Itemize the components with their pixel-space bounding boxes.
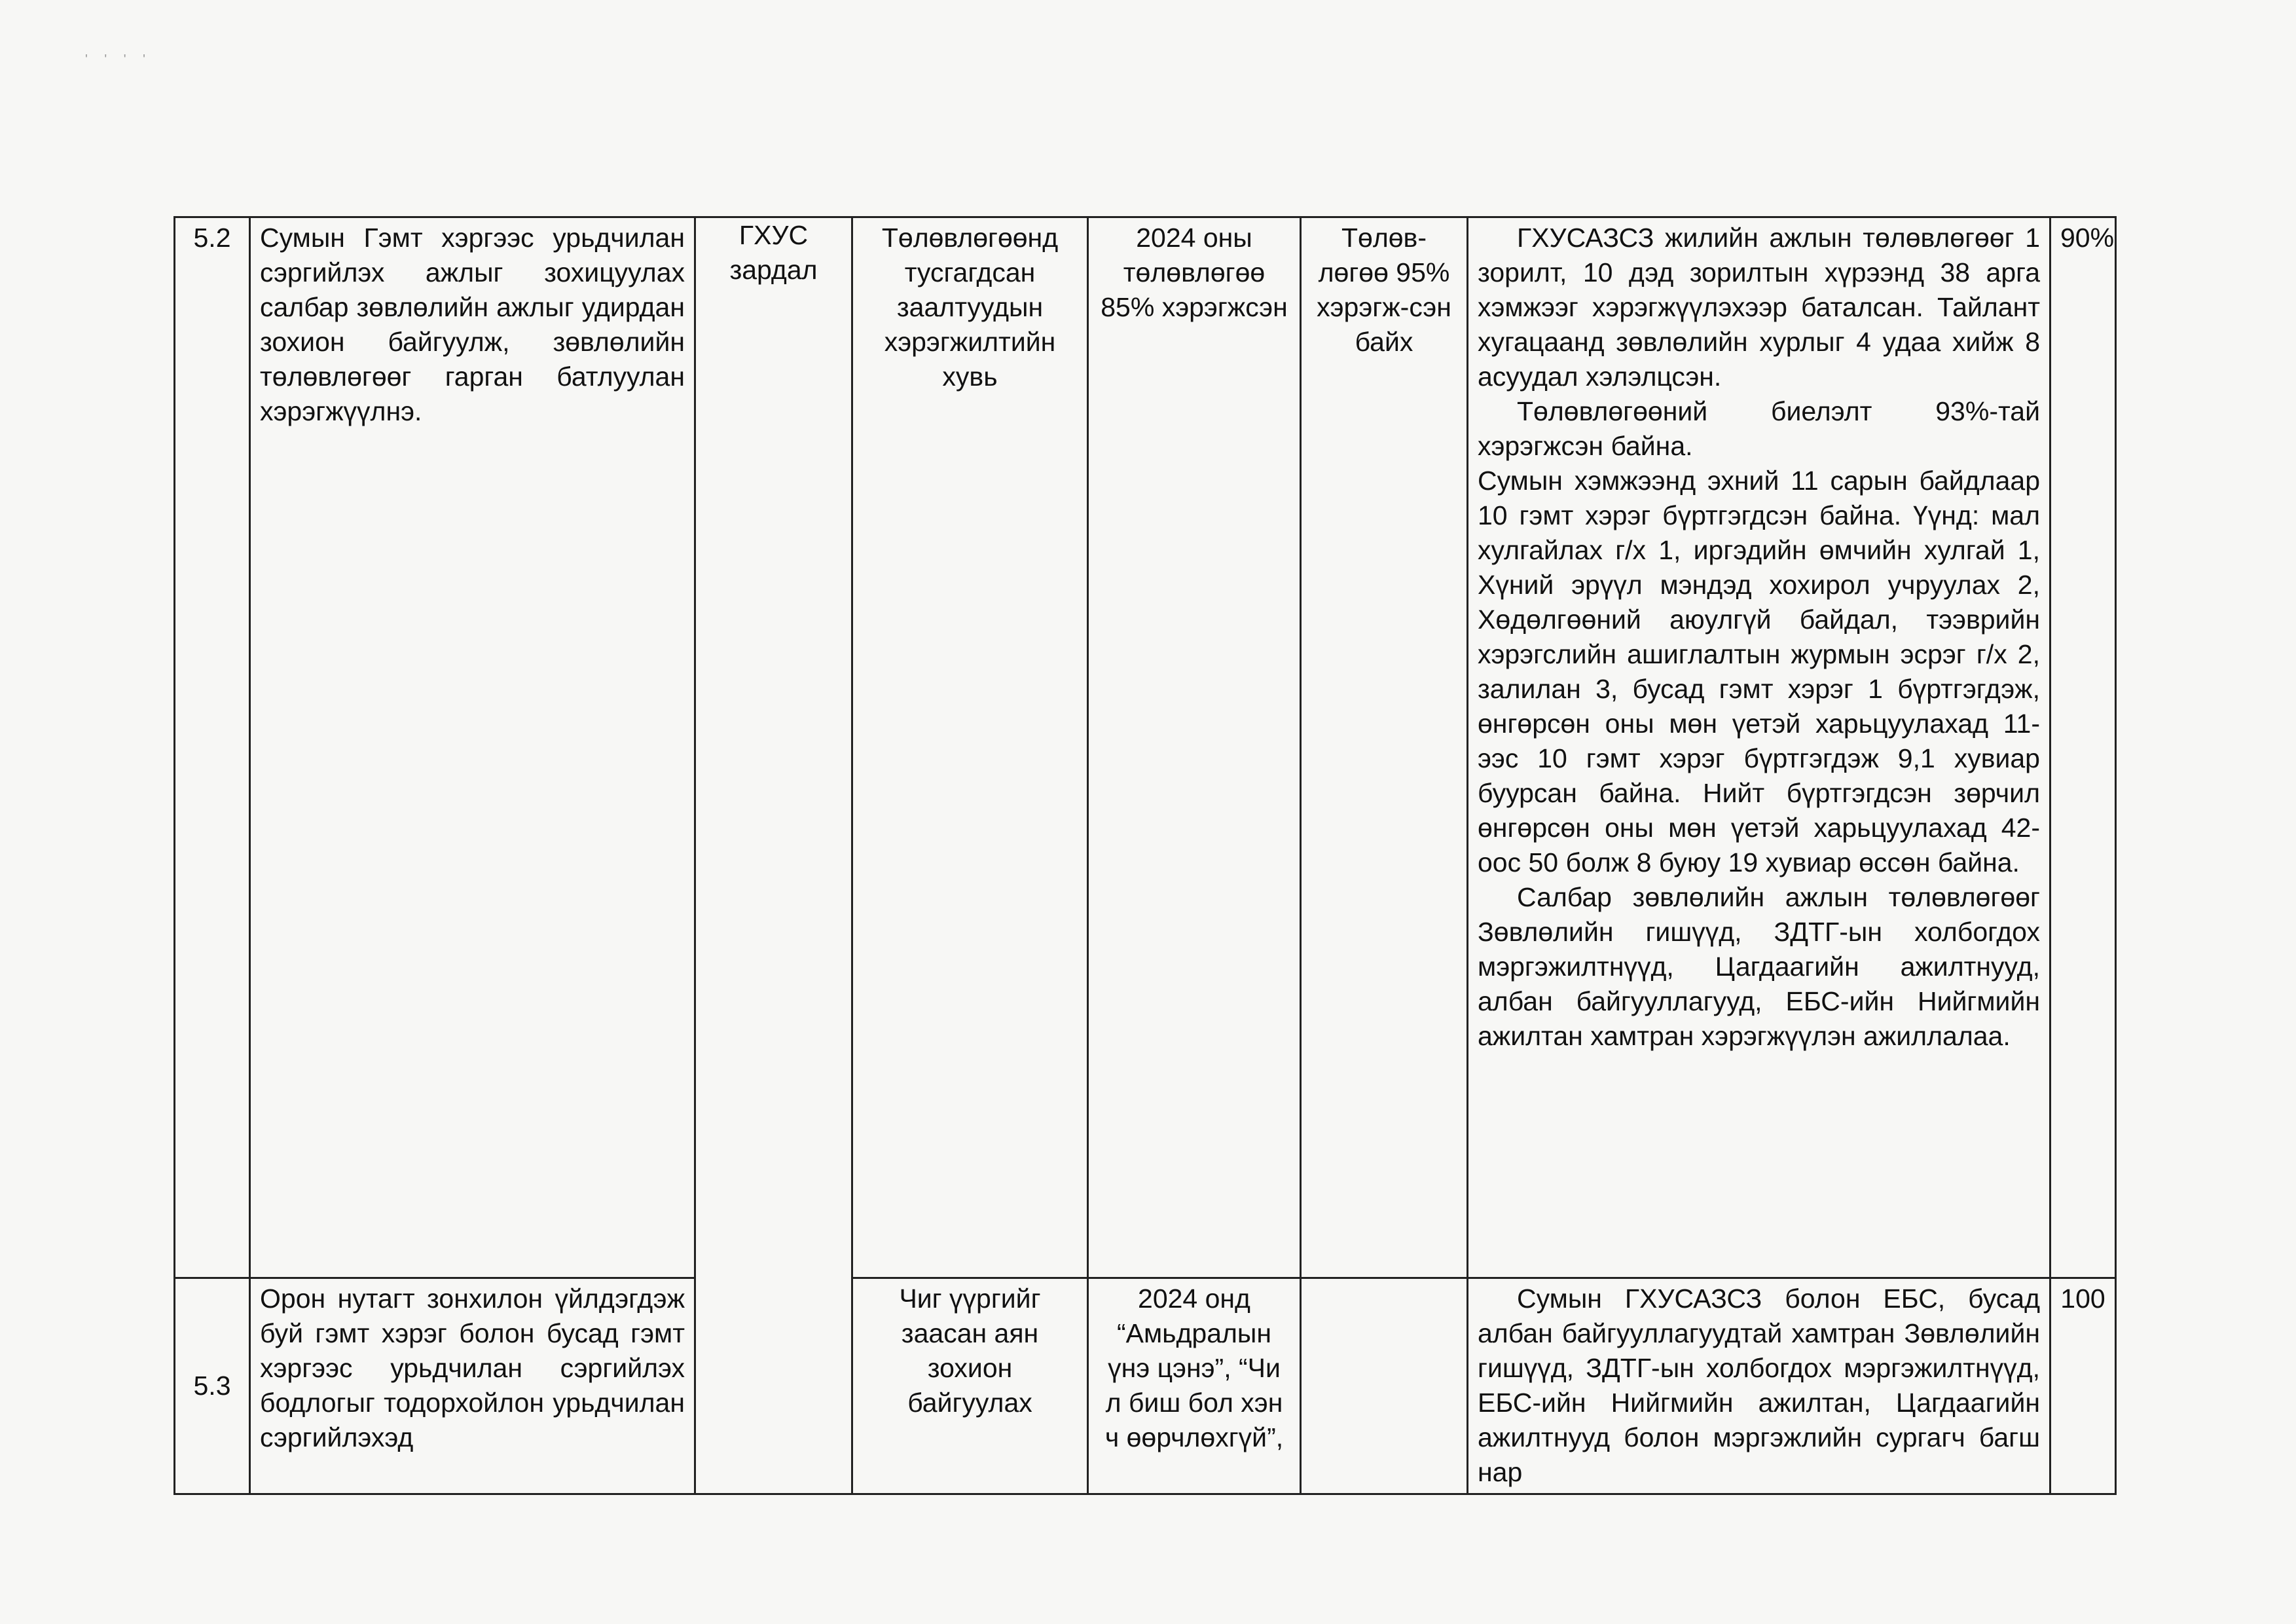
row-number: 5.3 [175, 1278, 250, 1494]
report-paragraph: ГХУСАЗСЗ жилийн ажлын төлөвлөгөөг 1 зорилт, 10 дэд зорилтын хүрээнд 38 арга хэмжээг хэрэгжүүлэхээр баталсан. Тайлант хугацаанд зөвлөлийн хурлыг 4 удаа хийж 8 асуудал хэлэлцсэн. [1478, 223, 2040, 392]
report-paragraph: Салбар зөвлөлийн ажлын төлөвлөгөөг Зөвлөлийн гишүүд, ЗДТГ-ын холбогдох мэргэжилтнүүд, Цагдаагийн ажилтнууд, албан байгууллагууд, ЕБС-ийн Нийгмийн ажилтан хамтран хэрэгжүүлэн ажиллалаа. [1478, 882, 2040, 1051]
row-number: 5.2 [175, 217, 250, 1278]
score-cell: 100 [2050, 1278, 2116, 1494]
plan-table [173, 216, 2117, 1495]
baseline-cell: 2024 оны төлөвлөгөө 85% хэрэгжсэн [1088, 217, 1301, 1278]
score-cell: 90% [2050, 217, 2116, 1278]
task-cell: Орон нутагт зонхилон үйлдэгдэж буй гэмт хэрэг болон бусад гэмт хэргээс урьдчилан сэргийлэх бодлогыг тодорхойлон урьдчилан сэргийлэхэд [250, 1278, 695, 1494]
baseline-cell: 2024 онд “Амьдралын үнэ цэнэ”, “Чи л биш бол хэн ч өөрчлөхгүй”, [1088, 1278, 1301, 1494]
target-cell [1301, 1278, 1468, 1494]
table-row [175, 1278, 2116, 1494]
scan-specks: ' ' ' ' [85, 52, 152, 67]
indicator-cell: Чиг үүргийг заасан аян зохион байгуулах [852, 1278, 1088, 1494]
report-cell [1468, 1278, 2050, 1494]
target-cell: Төлөв-лөгөө 95% хэрэгж-сэн байх [1301, 217, 1468, 1278]
funding-source: ГХУС зардал [695, 217, 852, 1494]
report-paragraph: Сумын хэмжээнд эхний 11 сарын байдлаар 10 гэмт хэрэг бүртгэгдсэн байна. Үүнд: мал хулгайлах г/х 1, иргэдийн өмчийн хулгай 1, Хүний эрүүл мэндэд хохирол учруулах 2, Хөдөлгөөний аюулгүй байдал, тээврийн хэрэгслийн ашиглалтын журмын эсрэг г/х 2, залилан 3, бусад гэмт хэрэг 1 бүртгэгдэж, өнгөрсөн оны мөн үетэй харьцуулахад 11-ээс 10 гэмт хэрэг бүртгэгдэж 9,1 хувиар буурсан байна. Нийт бүртгэгдсэн зөрчил өнгөрсөн оны мөн үетэй харьцуулахад 42-оос 50 болж 8 буюу 19 хувиар өссөн байна. [1478, 466, 2040, 877]
report-paragraph: Төлөвлөгөөний биелэлт 93%-тай хэрэгжсэн байна. [1478, 396, 2040, 461]
table-row [175, 217, 2116, 1278]
task-cell: Сумын Гэмт хэргээс урьдчилан сэргийлэх ажлыг зохицуулах салбар зөвлөлийн ажлыг удирдан зохион байгуулж, зөвлөлийн төлөвлөгөөг гарган батлуулан хэрэгжүүлнэ. [250, 217, 695, 1278]
report-paragraph: Сумын ГХУСАЗСЗ болон ЕБС, бусад албан байгууллагуудтай хамтран Зөвлөлийн гишүүд, ЗДТГ-ын холбогдох мэргэжилтнүүд, ЕБС-ийн Нийгмийн ажилтан, Цагдаагийн ажилтнууд болон мэргэжлийн сургагч багш нар [1478, 1283, 2040, 1487]
indicator-cell: Төлөвлөгөөнд тусгагдсан заалтуудын хэрэгжилтийн хувь [852, 217, 1088, 1278]
report-cell [1468, 217, 2050, 1278]
